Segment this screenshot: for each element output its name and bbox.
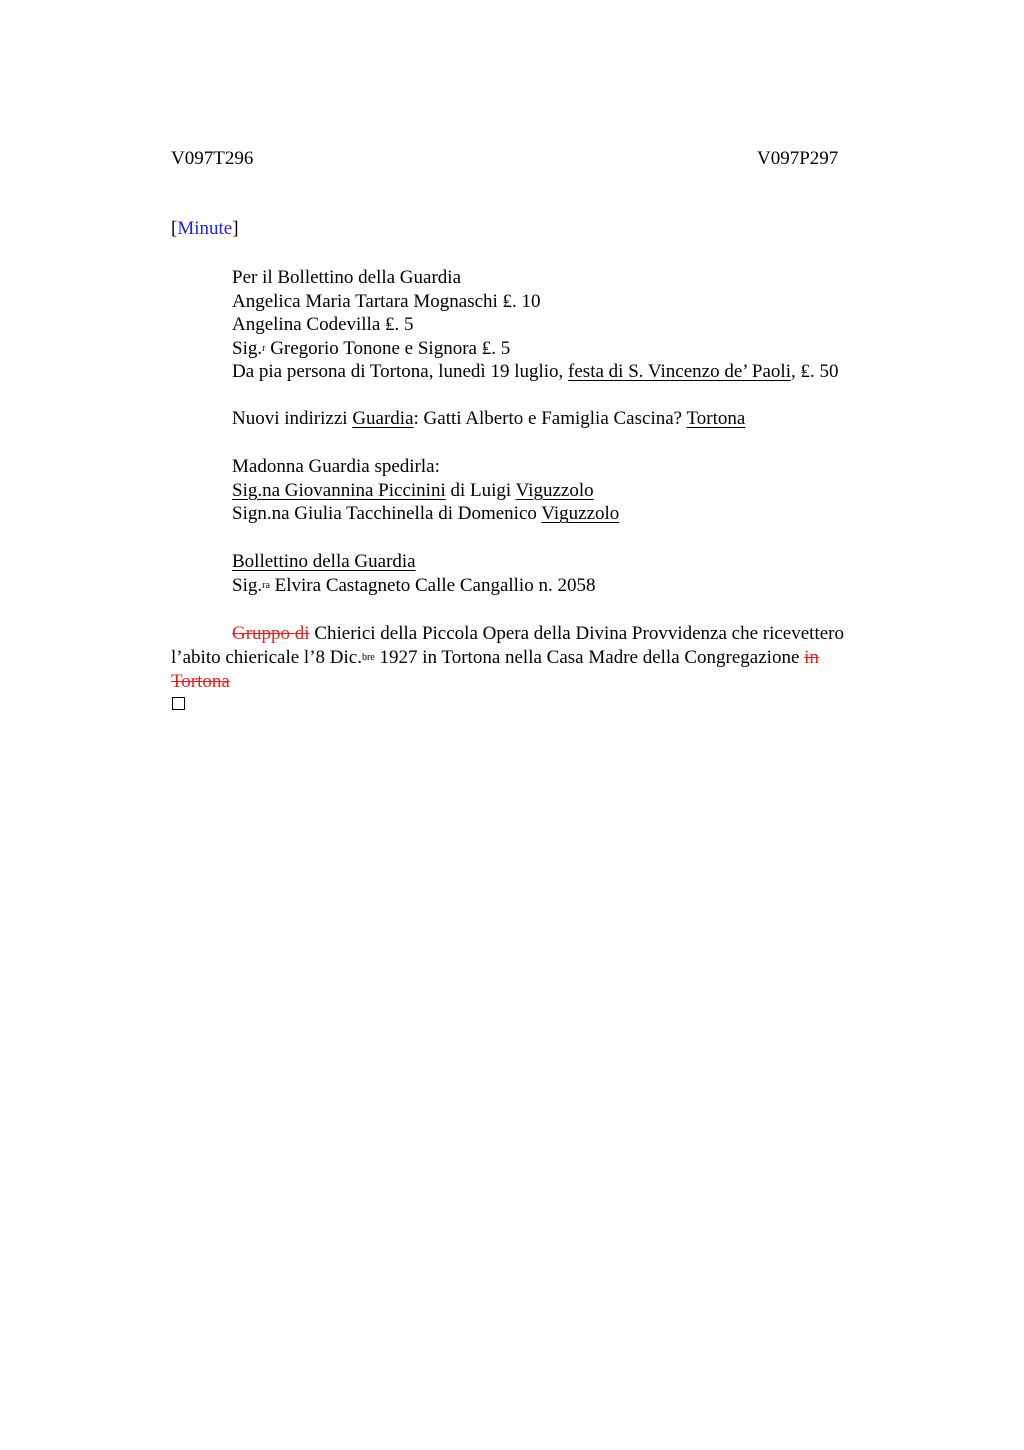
chierici-superscript: bre xyxy=(361,651,375,663)
minute-label xyxy=(171,217,239,241)
donation-prefix: Da pia persona di Tortona, lunedì 19 luglio, xyxy=(232,361,569,383)
chierici-text: Chierici della Piccola Opera della Divina Provvidenza che ricevettero xyxy=(309,623,844,644)
donation-superscript: r xyxy=(262,342,266,354)
deleted-text: in xyxy=(804,646,819,668)
donations-block xyxy=(232,266,838,384)
bollettino-prefix: Sig. xyxy=(232,574,263,596)
donation-line xyxy=(232,360,838,384)
minute-bracket-open: [ xyxy=(171,218,178,239)
addresses-prefix: Nuovi indirizzi xyxy=(232,408,353,429)
donation-line xyxy=(232,337,838,361)
document-code-right: V097P297 xyxy=(757,148,839,169)
chierici-text: l’abito chiericale l’8 Dic. xyxy=(171,646,362,668)
recipient-name-underlined: Sig.na Giovannina Piccinini xyxy=(232,479,446,501)
recipient-place-underlined: Viguzzolo xyxy=(541,503,620,525)
chierici-line-1 xyxy=(171,622,901,646)
bollettino-rest: Elvira Castagneto Calle Cangallio n. 2058 xyxy=(269,574,596,596)
madonna-block xyxy=(232,455,619,526)
guardia-underlined: Guardia xyxy=(352,408,414,429)
madonna-title: Madonna Guardia spedirla: xyxy=(232,456,440,477)
checkbox-icon[interactable] xyxy=(172,697,185,710)
minute-link[interactable]: Minute xyxy=(177,218,233,239)
document-code-left: V097T296 xyxy=(171,148,254,169)
place-underlined: Tortona xyxy=(686,408,746,429)
addresses-middle: : Gatti Alberto e Famiglia Cascina? xyxy=(413,408,687,429)
addresses-line xyxy=(232,407,745,431)
feast-underlined: festa di S. Vincenzo de’ Paoli xyxy=(568,361,791,383)
donation-suffix: , ₤. 50 xyxy=(790,361,839,383)
donation-rest: Gregorio Tonone e Signora ₤. 5 xyxy=(265,337,511,359)
deleted-text: Gruppo di xyxy=(232,623,310,644)
donation-prefix: Sig. xyxy=(232,337,263,359)
chierici-text: 1927 in Tortona nella Casa Madre della Congregazione xyxy=(374,646,805,668)
chierici-line-2 xyxy=(171,646,901,670)
bollettino-block xyxy=(232,550,595,597)
recipient-line xyxy=(232,502,619,526)
addresses-block xyxy=(232,407,745,431)
bollettino-recipient xyxy=(232,574,595,598)
recipient-name: Sign.na Giulia Tacchinella di Domenico xyxy=(232,503,542,525)
donation-line: Angelina Codevilla ₤. 5 xyxy=(232,314,414,336)
deleted-text: Tortona xyxy=(171,670,230,692)
bollettino-superscript: ra xyxy=(262,579,270,591)
recipient-mid: di Luigi xyxy=(445,479,516,501)
chierici-paragraph xyxy=(171,622,901,693)
donation-line: Angelica Maria Tartara Mognaschi ₤. 10 xyxy=(232,290,541,312)
recipient-line xyxy=(232,479,619,503)
donations-title: Per il Bollettino della Guardia xyxy=(232,267,462,288)
minute-bracket-close: ] xyxy=(232,218,239,239)
recipient-place-underlined: Viguzzolo xyxy=(515,479,594,501)
chierici-line-3 xyxy=(171,670,901,694)
bollettino-title: Bollettino della Guardia xyxy=(232,551,416,572)
